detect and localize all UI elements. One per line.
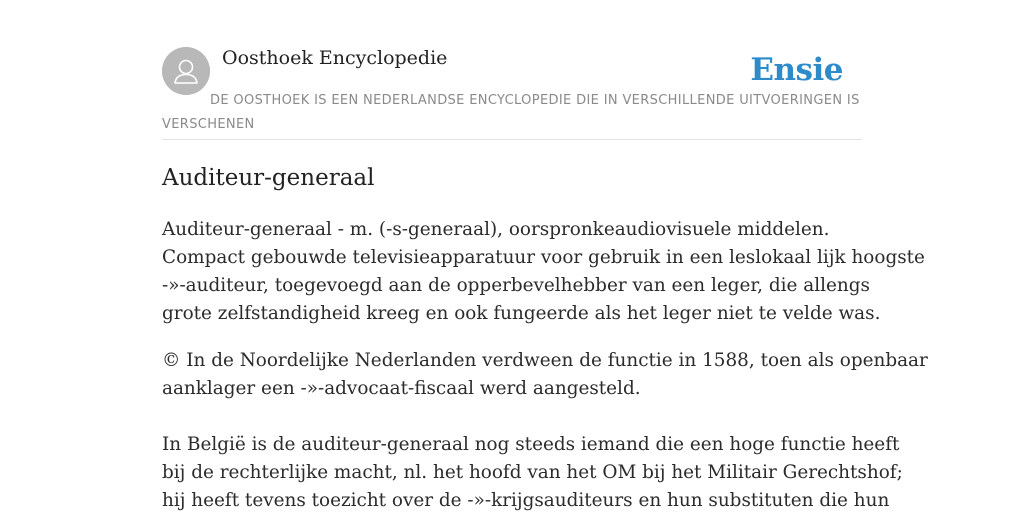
- ensie-logo[interactable]: Ensie: [750, 52, 843, 88]
- paragraph-line: Auditeur-generaal - m. (-s-generaal), oorspronkeaudiovisuele middelen.: [162, 219, 830, 240]
- paragraph: [162, 347, 928, 403]
- paragraph: [162, 216, 925, 328]
- paragraph-line: -»-auditeur, toegevoegd aan de opperbevelhebber van een leger, die allengs: [162, 275, 870, 296]
- paragraph-line: © In de Noordelijke Nederlanden verdween de functie in 1588, toen als openbaar: [162, 350, 928, 371]
- paragraph-line: In België is de auditeur-generaal nog steeds iemand die een hoge functie heeft: [162, 434, 900, 455]
- user-icon[interactable]: [162, 47, 210, 95]
- paragraph-spacer: [162, 422, 882, 431]
- paragraph: [162, 431, 903, 512]
- source-tagline: DE OOSTHOEK IS EEN NEDERLANDSE ENCYCLOPEDIE DIE IN VERSCHILLENDE UITVOERINGEN IS VERSCHENEN: [162, 93, 860, 132]
- source-header: [162, 0, 862, 140]
- paragraph-line: aanklager een -»-advocaat-fiscaal werd aangesteld.: [162, 378, 641, 399]
- source-name-link[interactable]: Oosthoek Encyclopedie: [222, 47, 448, 69]
- paragraph-line: Compact gebouwde televisieapparatuur voor gebruik in een leslokaal lijk hoogste: [162, 247, 925, 268]
- article-title: Auditeur-generaal: [162, 165, 375, 191]
- paragraph-line: grote zelfstandigheid kreeg en ook fungeerde als het leger niet te velde was.: [162, 303, 881, 324]
- paragraph-line: hij heeft tevens toezicht over de -»-krijgsauditeurs en hun substituten die hun: [162, 490, 890, 511]
- article-body: [162, 216, 928, 512]
- paragraph-line: bij de rechterlijke macht, nl. het hoofd van het OM bij het Militair Gerechtshof;: [162, 462, 903, 483]
- article-container: [162, 0, 928, 511]
